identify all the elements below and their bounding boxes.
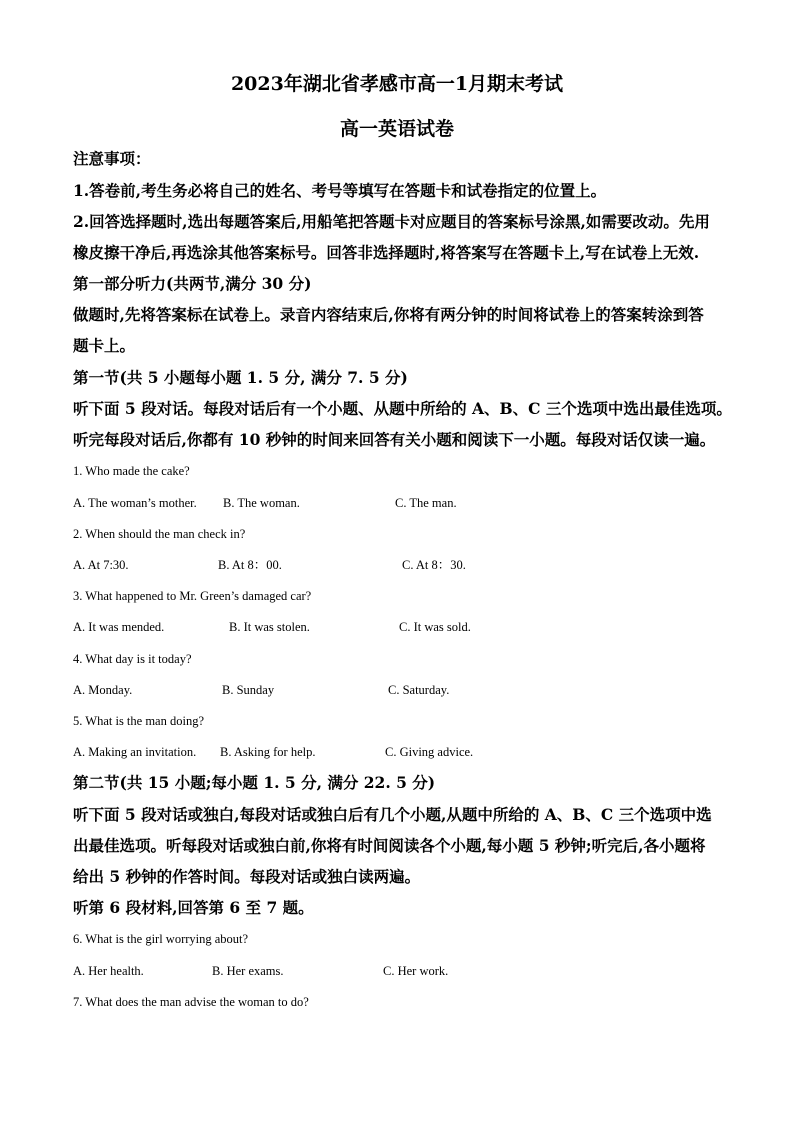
question-4-option-c: C. Saturday. [388,683,450,697]
question-6: 6. What is the girl worrying about? [73,932,249,946]
question-3-option-b: B. It was stolen. [229,620,310,634]
section1-instruction-line-2: 听完每段对话后,你都有 10 秒钟的时间来回答有关小题和阅读下一小题。每段对话仅读一遍。 [73,430,716,449]
notice-item-2-line-1: 2.回答选择题时,选出每题答案后,用船笔把答题卡对应题目的答案标号涂黑,如需要改动。先用 [73,212,710,231]
question-4-option-b: B. Sunday [222,683,275,697]
question-3: 3. What happened to Mr. Green’s damaged car? [73,589,312,603]
part1-instruction-line-2: 题卡上。 [73,336,136,355]
section1-instruction-line-1: 听下面 5 段对话。每段对话后有一个小题、从题中所给的 A、B、C 三个选项中选出最佳选项。 [73,399,732,418]
section2-instruction-line-2: 出最佳选项。听每段对话或独白前,你将有时间阅读各个小题,每小题 5 秒钟;听完后,各小题将 [73,836,706,855]
question-7: 7. What does the man advise the woman to do? [73,995,309,1009]
question-4-option-a: A. Monday. [73,683,133,697]
section2-instruction-line-1: 听下面 5 段对话或独白,每段对话或独白后有几个小题,从题中所给的 A、B、C 三个选项中选 [73,805,712,824]
question-6-option-a: A. Her health. [73,964,144,978]
part1-instruction-line-1: 做题时,先将答案标在试卷上。录音内容结束后,你将有两分钟的时间将试卷上的答案转涂到答 [73,305,704,324]
section1-heading: 第一节(共 5 小题每小题 1. 5 分, 满分 7. 5 分) [73,368,408,387]
question-5-option-c: C. Giving advice. [385,745,474,759]
exam-subtitle: 高一英语试卷 [339,118,454,140]
question-3-option-a: A. It was mended. [73,620,165,634]
question-1-option-a: A. The woman’s mother. [73,496,197,510]
question-1-option-c: C. The man. [395,496,457,510]
notice-heading: 注意事项： [73,149,151,168]
question-2-option-c: C. At 8：30. [402,558,466,572]
material-6-heading: 听第 6 段材料,回答第 6 至 7 题。 [73,898,314,917]
question-1-option-b: B. The woman. [223,496,300,510]
notice-item-2-line-2: 橡皮擦干净后,再选涂其他答案标号。回答非选择题时,将答案写在答题卡上,写在试卷上无效. [73,243,700,262]
question-6-option-c: C. Her work. [383,964,449,978]
question-2: 2. When should the man check in? [73,527,246,541]
question-5-option-b: B. Asking for help. [220,745,316,759]
part1-heading: 第一部分听力(共两节,满分 30 分) [73,274,312,293]
question-4: 4. What day is it today? [73,652,192,666]
question-5: 5. What is the man doing? [73,714,204,728]
section2-heading: 第二节(共 15 小题;每小题 1. 5 分, 满分 22. 5 分) [73,773,436,792]
exam-title: 2023年湖北省孝感市高一1月期末考试 [230,73,564,95]
question-2-option-a: A. At 7:30. [73,558,129,572]
section2-instruction-line-3: 给出 5 秒钟的作答时间。每段对话或独白读两遍。 [73,867,421,886]
notice-item-1: 1.答卷前,考生务必将自己的姓名、考号等填写在答题卡和试卷指定的位置上。 [73,181,607,200]
question-1: 1. Who made the cake? [73,464,190,478]
question-2-option-b: B. At 8：00. [218,558,282,572]
question-3-option-c: C. It was sold. [399,620,471,634]
question-6-option-b: B. Her exams. [212,964,284,978]
question-5-option-a: A. Making an invitation. [73,745,197,759]
